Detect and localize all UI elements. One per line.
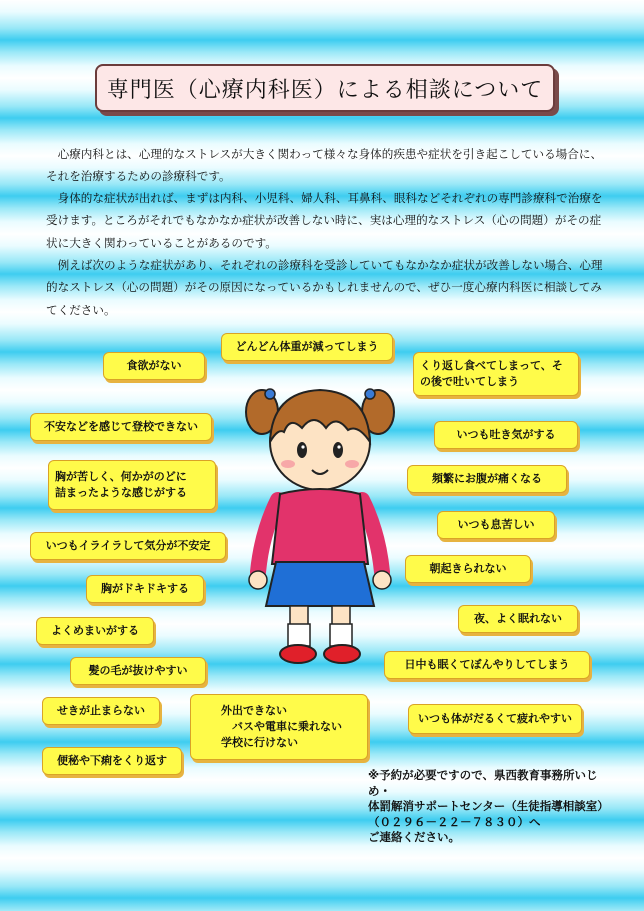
intro-paragraph-3: 例えば次のような症状があり、それぞれの診療科を受診していてもなかなか症状が改善しない場合、心理的なストレス（心の問題）がその原因になっているかもしれませんので、ぜひ一度心療内科医に相談してみてください。 — [46, 258, 603, 317]
symptom-bubble: 胸がドキドキする — [86, 575, 204, 603]
symptom-bubble: 朝起きられない — [405, 555, 531, 583]
symptom-bubble: いつもイライラして気分が不安定 — [30, 532, 226, 560]
intro-paragraph-1: 心療内科とは、心理的なストレスが大きく関わって様々な身体的疾患や症状を引き起こしている場合に、それを治療するための診療科です。 — [46, 147, 603, 184]
reservation-note: ※予約が必要ですので、県西教育事務所いじめ・ 体罰解消サポートセンター（生徒指導相談室） （０２９６－２２－７８３０）へ ご連絡ください。 — [368, 768, 609, 844]
symptom-bubble: いつも体がだるくて疲れやすい — [408, 704, 582, 734]
symptom-bubble: 不安などを感じて登校できない — [30, 413, 212, 441]
symptom-bubble: 髪の毛が抜けやすい — [70, 657, 206, 685]
symptom-bubble: いつも吐き気がする — [434, 421, 578, 449]
symptom-bubble: 胸が苦しく、何かがのどに 詰まったような感じがする — [48, 460, 216, 510]
symptom-bubble: 外出できない バスや電車に乗れない 学校に行けない — [190, 694, 368, 760]
symptom-bubble: どんどん体重が減ってしまう — [221, 333, 393, 361]
symptom-bubble: よくめまいがする — [36, 617, 154, 645]
symptom-bubble: 食欲がない — [103, 352, 205, 380]
symptom-bubble: 日中も眠くてぼんやりしてしまう — [384, 651, 590, 679]
intro-paragraph-2: 身体的な症状が出れば、まずは内科、小児科、婦人科、耳鼻科、眼科などそれぞれの専門診療科で治療を受けます。ところがそれでもなかなか症状が改善しない時に、実は心理的なストレス（心の問題）がその症状に大きく関わっていることがあるのです。 — [46, 191, 603, 250]
symptom-bubble: いつも息苦しい — [437, 511, 555, 539]
symptom-bubble: せきが止まらない — [42, 697, 160, 725]
girl-illustration — [240, 372, 400, 672]
symptom-bubble: 便秘や下痢をくり返す — [42, 747, 182, 775]
page-title: 専門医（心療内科医）による相談について — [106, 77, 544, 103]
page-title-box — [95, 64, 555, 112]
symptom-bubble: くり返し食べてしまって、そ の後で吐いてしまう — [413, 352, 579, 396]
symptom-bubble: 夜、よく眠れない — [458, 605, 578, 633]
symptom-bubble: 頻繁にお腹が痛くなる — [407, 465, 567, 493]
